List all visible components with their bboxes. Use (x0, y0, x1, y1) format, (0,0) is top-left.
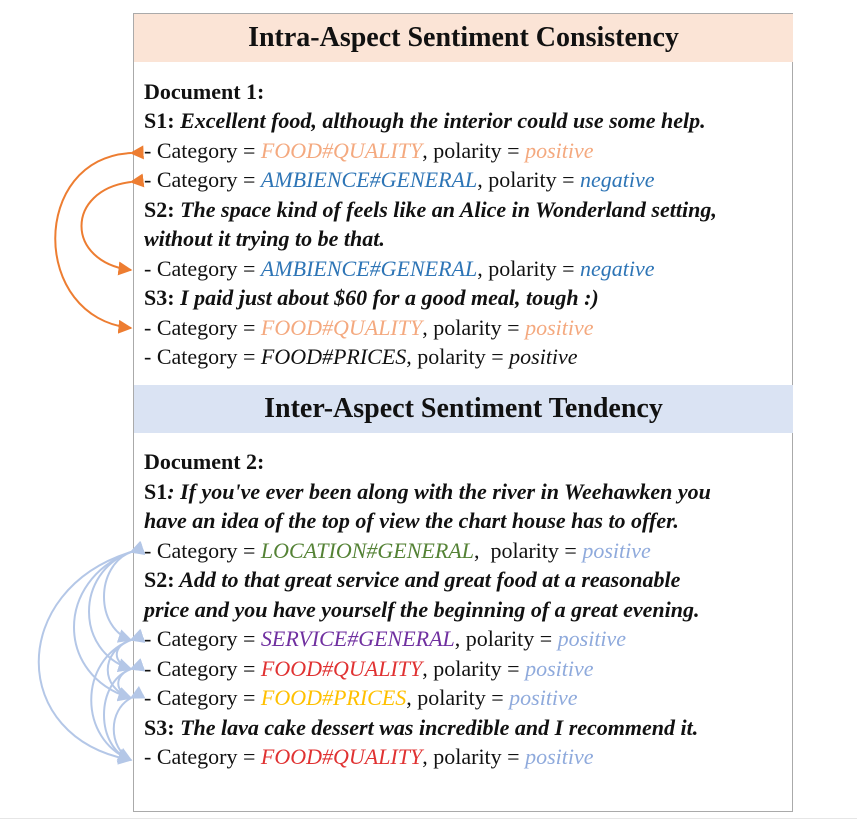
polarity-value: negative (580, 256, 655, 281)
polarity-value: positive (525, 744, 594, 769)
row-prefix: - Category = (144, 138, 261, 163)
section-title-inter-aspect: Inter-Aspect Sentiment Tendency (134, 385, 793, 433)
row-prefix: - Category = (144, 256, 261, 281)
sentence-text: Excellent food, although the interior could use some help. (174, 108, 706, 133)
polarity-separator: , polarity = (422, 656, 526, 681)
category-value: SERVICE#GENERAL (260, 626, 455, 651)
ambience-link-arrow (82, 182, 132, 270)
polarity-separator: , polarity = (422, 315, 526, 340)
polarity-value: positive (582, 538, 651, 563)
doc1-sentence-2-cont: without it trying to be that. (144, 226, 385, 251)
location-food-prices-arrow (74, 552, 131, 698)
category-value: LOCATION#GENERAL (260, 538, 474, 563)
row-prefix: - Category = (144, 656, 261, 681)
polarity-separator: , polarity = (473, 538, 583, 563)
polarity-value: positive (525, 656, 594, 681)
polarity-value: positive (509, 685, 578, 710)
category-value: FOOD#QUALITY (260, 656, 423, 681)
sentence-tag: S1: (144, 108, 175, 133)
polarity-value: positive (525, 315, 594, 340)
category-value: AMBIENCE#GENERAL (260, 256, 478, 281)
sentence-tag: S2: (144, 197, 175, 222)
polarity-value: positive (557, 626, 627, 651)
sentence-tag: S3: (144, 715, 175, 740)
category-value: FOOD#QUALITY (260, 744, 423, 769)
polarity-separator: , polarity = (406, 685, 510, 710)
polarity-separator: , polarity = (454, 626, 558, 651)
food-quality-link-arrow (55, 153, 131, 328)
sentence-text: The lava cake dessert was incredible and I recommend it. (174, 715, 699, 740)
polarity-separator: , polarity = (477, 256, 581, 281)
polarity-value: positive (525, 138, 594, 163)
polarity-separator: , polarity = (477, 167, 581, 192)
bottom-divider (0, 818, 857, 819)
document-2-label: Document 2: (144, 449, 265, 474)
row-prefix: - Category = (144, 685, 261, 710)
polarity-value: positive (509, 344, 578, 369)
sentence-text: : If you've ever been along with the river in Weehawken you (167, 479, 711, 504)
category-value: AMBIENCE#GENERAL (260, 167, 478, 192)
polarity-value: negative (580, 167, 655, 192)
sentence-tag: S2: (144, 567, 175, 592)
category-value: FOOD#QUALITY (260, 315, 423, 340)
category-value: FOOD#PRICES (260, 344, 407, 369)
category-value: FOOD#QUALITY (260, 138, 423, 163)
row-prefix: - Category = (144, 167, 261, 192)
row-prefix: - Category = (144, 626, 261, 651)
section-title-intra-aspect: Intra-Aspect Sentiment Consistency (134, 14, 793, 62)
doc2-sentence-2-cont: price and you have yourself the beginning of a great evening. (144, 597, 700, 622)
polarity-separator: , polarity = (422, 744, 526, 769)
polarity-separator: , polarity = (406, 344, 510, 369)
sentence-text: Add to that great service and great food at a reasonable (174, 567, 681, 592)
sentence-tag: S1 (144, 479, 168, 504)
sentence-text: The space kind of feels like an Alice in Wonderland setting, (174, 197, 717, 222)
row-prefix: - Category = (144, 344, 261, 369)
category-value: FOOD#PRICES (260, 685, 407, 710)
polarity-separator: , polarity = (422, 138, 526, 163)
sentence-text: I paid just about $60 for a good meal, tough :) (174, 285, 599, 310)
doc2-sentence-1-cont: have an idea of the top of view the chart house has to offer. (144, 508, 679, 533)
document-1-label: Document 1: (144, 79, 265, 104)
row-prefix: - Category = (144, 315, 261, 340)
row-prefix: - Category = (144, 538, 261, 563)
row-prefix: - Category = (144, 744, 261, 769)
sentence-tag: S3: (144, 285, 175, 310)
